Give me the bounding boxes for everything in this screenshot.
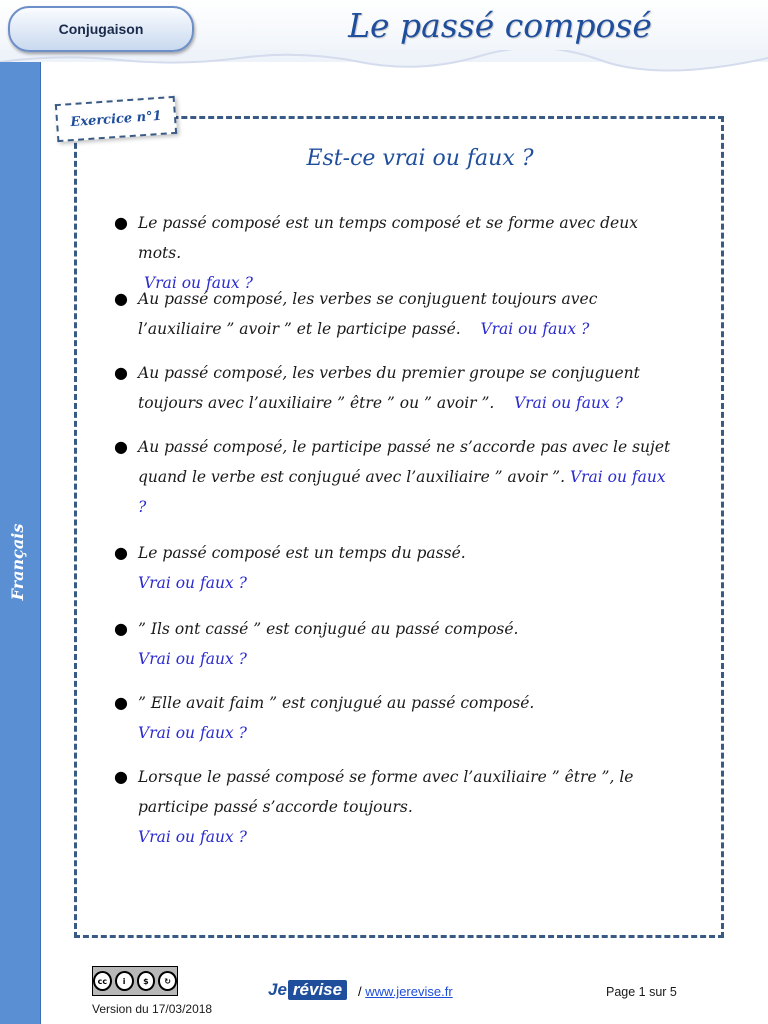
version-date: Version du 17/03/2018: [92, 1002, 213, 1016]
attribution-icon: i: [115, 971, 134, 991]
sidebar-subject-label: Français: [8, 523, 27, 601]
true-false-prompt: Vrai ou faux ?: [138, 724, 247, 742]
true-false-prompt: Vrai ou faux ?: [144, 274, 253, 292]
item-text: ” Ils ont cassé ” est conjugué au passé composé.: [138, 620, 519, 638]
list-item: [114, 358, 674, 418]
website-link[interactable]: www.jerevise.fr: [365, 984, 453, 999]
jerevise-logo: Je révise: [268, 978, 347, 1002]
exercise-tag: Exercice n°1: [55, 96, 177, 142]
sidebar: [0, 62, 41, 1024]
true-false-prompt: Vrai ou faux ?: [138, 828, 247, 846]
true-false-prompt: Vrai ou faux ?: [480, 320, 590, 338]
bullet-icon: ●: [114, 363, 128, 382]
item-text: Le passé composé est un temps du passé.: [138, 544, 466, 562]
item-text: ” Elle avait faim ” est conjugué au passé composé.: [138, 694, 535, 712]
list-item: [114, 762, 674, 852]
category-pill: Conjugaison: [8, 6, 194, 52]
bullet-icon: ●: [114, 619, 128, 638]
item-text: Au passé composé, les verbes du premier groupe se conjuguent toujours avec l’auxiliaire ” être ” ou ” avoir ”.: [138, 364, 640, 412]
bullet-icon: ●: [114, 543, 128, 562]
item-text: Au passé composé, le participe passé ne s’accorde pas avec le sujet quand le verbe est conjugué avec l’auxiliaire ” avoir ”.: [138, 438, 671, 486]
item-text: Lorsque le passé composé se forme avec l’auxiliaire ” être ”, le participe passé s’accorde toujours.: [138, 768, 634, 816]
true-false-prompt: Vrai ou faux ?: [514, 394, 623, 412]
item-text: Au passé composé, les verbes se conjuguent toujours avec l’auxiliaire ” avoir ” et le participe passé.: [138, 290, 598, 338]
list-item: [114, 688, 674, 748]
true-false-prompt: Vrai ou faux ?: [138, 574, 247, 592]
bullet-icon: ●: [114, 693, 128, 712]
bullet-icon: ●: [114, 437, 128, 456]
true-false-prompt: Vrai ou faux ?: [138, 468, 666, 516]
page-number: Page 1 sur 5: [606, 985, 677, 999]
list-item: [114, 614, 674, 674]
bullet-icon: ●: [114, 767, 128, 786]
list-item: [114, 538, 674, 598]
noncommercial-icon: $: [137, 971, 156, 991]
site-reference: [358, 984, 453, 999]
bullet-icon: ●: [114, 213, 128, 232]
question-title: Est-ce vrai ou faux ?: [306, 146, 534, 171]
creative-commons-badge: [92, 966, 178, 996]
item-text: Le passé composé est un temps composé et se forme avec deux mots.: [138, 214, 638, 262]
bullet-icon: ●: [114, 289, 128, 308]
site-separator: /: [358, 984, 362, 999]
page-title: Le passé composé: [348, 6, 652, 45]
list-item: [114, 432, 674, 522]
sharealike-icon: ↻: [158, 971, 177, 991]
true-false-prompt: Vrai ou faux ?: [138, 650, 247, 668]
list-item: [114, 284, 674, 344]
cc-icon: cc: [93, 971, 112, 991]
